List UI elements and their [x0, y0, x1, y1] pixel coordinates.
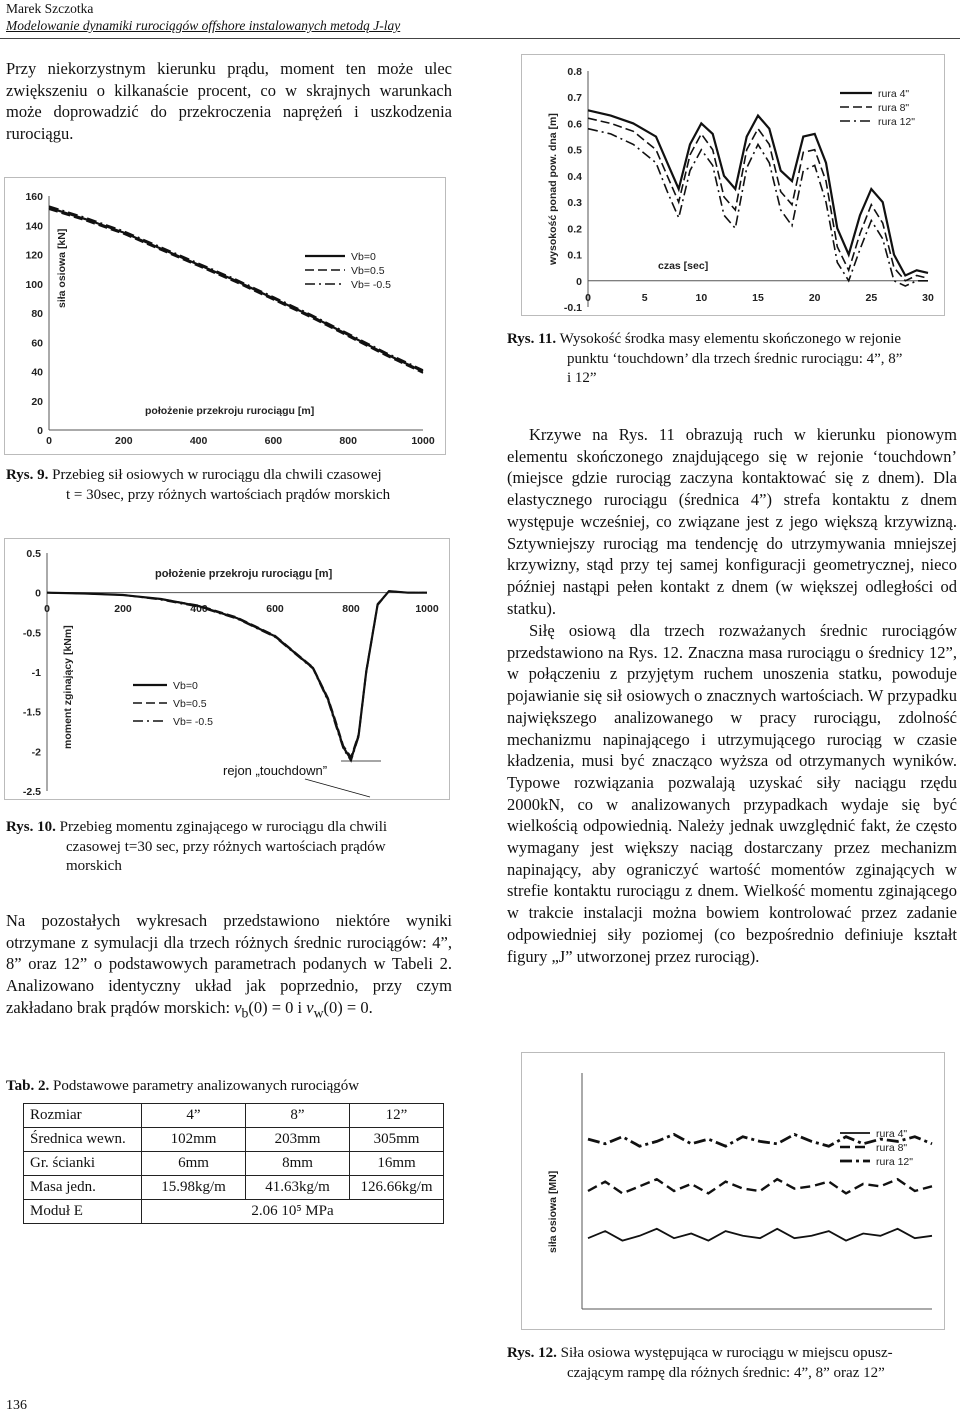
right-paragraph-1: Krzywe na Rys. 11 obrazują ruch w kierunku pionowym elementu skończonego znajdującego się w rejonie ‘touchdown’ (miejsce gdzie rurociąg zaczyna kontaktować się z dnem). Dla elastycznego rurociągu (średnica 4”) strefa kontaktu z dnem występuje wcześniej, co związane jest z jego większą krzywizną. Sztywniejszy rurociąg ma tendencję do utrzymywania mniejszej krzywizny, stąd przy tej samej konfiguracji geometrycznej, nieco później nastąpi pełen kontakt z dnem (w większej odległości od statku). — [507, 425, 957, 618]
series-line — [47, 591, 427, 757]
y-tick-label: 120 — [25, 249, 43, 262]
y-tick-label: -1.5 — [22, 706, 41, 719]
legend-label: rura 12" — [876, 1156, 913, 1168]
y-tick-label: 20 — [31, 395, 43, 408]
figure-11-caption-text: Wysokość środka masy elementu skończonego w rejonie — [559, 331, 902, 347]
series-line — [588, 1179, 932, 1193]
series-line — [47, 591, 427, 761]
table-cell: 15.98kg/m — [142, 1176, 246, 1200]
y-tick-label: 0 — [35, 587, 41, 600]
table-row — [24, 1104, 444, 1128]
figure-11-caption-text2: punktu ‘touchdown’ dla trzech średnic rurociągu: 4”, 8” — [567, 350, 903, 367]
paper-title: Modelowanie dynamiki rurociągów offshore instalowanych metodą J-lay — [6, 18, 401, 33]
figure-9-caption — [6, 466, 456, 505]
table-row — [24, 1128, 444, 1152]
left-paragraph-formula: $v_b(0) = 0$ i $v_w(0) = 0$. — [234, 997, 373, 1021]
y-tick-label: 0.5 — [26, 548, 41, 560]
table-cell: 2.06 10⁵ MPa — [142, 1200, 444, 1224]
legend-label: Vb= -0.5 — [351, 279, 391, 291]
table-row — [24, 1152, 444, 1176]
running-header — [6, 0, 400, 34]
intro-paragraph: Przy niekorzystnym kierunku prądu, moment ten może ulec zwiększeniu o kilkanaście procent, co w skrajnych warunkach może doprowadzić do przekroczenia naprężeń i uszkodzenia rurociągu. — [6, 59, 452, 144]
x-axis-label: czas [sec] — [658, 260, 709, 272]
touchdown-annotation: rejon „touchdown” — [223, 763, 328, 778]
y-tick-label: 40 — [31, 366, 43, 379]
legend-label: Vb=0.5 — [173, 698, 207, 710]
table-cell: 102mm — [142, 1128, 246, 1152]
y-tick-label: -1 — [31, 667, 41, 679]
x-tick-label: 800 — [342, 603, 360, 615]
figure-9-caption-text2: t = 30sec, przy różnych wartościach prądów morskich — [66, 486, 391, 503]
x-tick-label: 600 — [266, 603, 284, 615]
annotation-leader — [305, 779, 370, 797]
x-tick-label: 0 — [46, 435, 52, 447]
figure-12-chart — [521, 1052, 945, 1330]
figure-12-label: Rys. 12. — [507, 1345, 557, 1361]
y-tick-label: 0.3 — [567, 197, 582, 210]
figure-10-svg — [5, 539, 449, 799]
figure-9-caption-text: Przebieg sił osiowych w rurociągu dla chwili czasowej — [52, 467, 382, 483]
legend-label: Vb=0.5 — [351, 265, 385, 277]
page-number: 136 — [6, 1398, 27, 1413]
chart-title: położenie przekroju rurociągu [m] — [155, 568, 333, 580]
x-tick-label: 0 — [585, 292, 591, 304]
series-line — [47, 591, 427, 759]
y-tick-label: 0.4 — [567, 170, 582, 183]
y-tick-label: 0.6 — [567, 118, 582, 131]
table-cell: Gr. ścianki — [24, 1152, 142, 1176]
table-2-caption-text: Podstawowe parametry analizowanych rurociągów — [52, 1078, 360, 1094]
series-line — [588, 129, 928, 286]
x-tick-label: 1000 — [415, 603, 439, 615]
y-axis-label: siła osiowa [MN] — [547, 1170, 559, 1253]
y-tick-label: 80 — [31, 308, 43, 320]
table-cell: 203mm — [246, 1128, 350, 1152]
y-tick-label: -2.5 — [22, 786, 41, 798]
table-cell: Moduł E — [24, 1200, 142, 1224]
x-tick-label: 600 — [264, 435, 283, 447]
y-tick-label: 0 — [576, 275, 582, 288]
y-tick-label: 0.1 — [567, 249, 582, 262]
x-tick-label: 200 — [115, 435, 133, 447]
x-tick-label: 20 — [808, 292, 821, 304]
figure-11-label: Rys. 11. — [507, 331, 557, 347]
x-tick-label: 30 — [922, 292, 934, 304]
figure-10-caption — [6, 818, 456, 877]
x-tick-label: 800 — [339, 435, 357, 447]
figure-11-chart — [521, 54, 945, 316]
figure-12-svg — [522, 1053, 944, 1329]
table-cell: 41.63kg/m — [246, 1176, 350, 1200]
figure-10-label: Rys. 10. — [6, 819, 56, 835]
series-line — [588, 1229, 932, 1241]
figure-12-caption-text2: czającym rampę dla różnych średnic: 4”, 8” oraz 12” — [567, 1364, 885, 1381]
left-paragraph — [6, 910, 452, 1024]
legend-label: rura 4" — [876, 1128, 908, 1140]
x-axis-label: położenie przekroju rurociągu [m] — [145, 405, 315, 417]
figure-11-caption — [507, 330, 957, 389]
table-cell: Rozmiar — [24, 1104, 142, 1128]
y-tick-label: -0.1 — [563, 302, 582, 314]
figure-12-caption — [507, 1344, 957, 1383]
y-tick-label: 140 — [25, 220, 43, 233]
y-tick-label: 60 — [31, 337, 43, 350]
figure-9-label: Rys. 9. — [6, 467, 49, 483]
x-tick-label: 1000 — [411, 435, 435, 447]
table-row — [24, 1176, 444, 1200]
figure-12-caption-text: Siła osiowa występująca w rurociągu w miejscu opusz- — [560, 1345, 893, 1361]
y-axis-label: moment zginający [kNm] — [62, 625, 74, 749]
y-tick-label: 160 — [25, 191, 43, 203]
table-2-caption — [6, 1077, 359, 1097]
y-tick-label: 0.7 — [567, 92, 582, 105]
legend-label: rura 4" — [878, 88, 910, 100]
y-tick-label: -2 — [31, 746, 41, 759]
y-tick-label: 0.2 — [567, 223, 582, 236]
table-cell: 8mm — [246, 1152, 350, 1176]
table-cell: 12” — [350, 1104, 444, 1128]
figure-10-caption-text: Przebieg momentu zginającego w rurociągu dla chwili — [59, 819, 388, 835]
y-tick-label: 0.8 — [567, 66, 582, 78]
header-rule — [0, 38, 960, 39]
x-tick-label: 5 — [641, 292, 648, 304]
legend-label: Vb=0 — [351, 251, 376, 263]
table-cell: 126.66kg/m — [350, 1176, 444, 1200]
figure-9-svg — [5, 178, 445, 454]
x-tick-label: 400 — [189, 435, 208, 447]
legend-label: rura 12" — [878, 116, 915, 128]
series-line — [49, 209, 423, 373]
table-cell: Masa jedn. — [24, 1176, 142, 1200]
x-tick-label: 10 — [695, 292, 708, 304]
figure-10-caption-text3: morskich — [66, 858, 122, 874]
table-row — [24, 1200, 444, 1224]
table-cell: 16mm — [350, 1152, 444, 1176]
figure-10-caption-text2: czasowej t=30 sec, przy różnych wartościach prądów — [66, 838, 386, 855]
series-line — [588, 118, 928, 281]
table-cell: 8” — [246, 1104, 350, 1128]
x-tick-label: 15 — [752, 292, 764, 304]
y-tick-label: -0.5 — [22, 627, 41, 640]
y-axis-label: siła osiowa [kN] — [56, 228, 68, 308]
figure-9-chart — [4, 177, 446, 455]
y-axis-label: wysokość ponad pow. dna [m] — [547, 113, 559, 265]
figure-11-caption-text3: i 12” — [567, 370, 597, 386]
parameters-table — [23, 1103, 444, 1224]
table-cell: 305mm — [350, 1128, 444, 1152]
legend-label: rura 8" — [876, 1142, 908, 1154]
author-name: Marek Szczotka — [6, 1, 94, 16]
x-tick-label: 200 — [114, 603, 132, 615]
x-tick-label: 400 — [190, 603, 208, 615]
table-cell: 6mm — [142, 1152, 246, 1176]
legend-label: Vb= -0.5 — [173, 716, 213, 728]
left-paragraph-text: Na pozostałych wykresach przedstawiono niektóre wyniki otrzymane z symulacji dla trzech różnych średnic rurociągów: 4”, 8” oraz 12” o podstawowych parametrach podanych w Tabeli 2. Analizowano identyczny układ jak poprzednio, przy czym zakładano brak prądów morskich: — [6, 911, 452, 1017]
table-2-label: Tab. 2. — [6, 1078, 50, 1094]
table-cell: Średnica wewn. — [24, 1128, 142, 1152]
y-tick-label: 0.5 — [567, 144, 582, 157]
figure-10-chart — [4, 538, 450, 800]
figure-11-svg — [522, 55, 944, 315]
legend-label: rura 8" — [878, 102, 910, 114]
y-tick-label: 0 — [37, 425, 43, 437]
x-tick-label: 0 — [44, 603, 50, 615]
table-cell: 4” — [142, 1104, 246, 1128]
legend-label: Vb=0 — [173, 680, 198, 692]
x-tick-label: 25 — [865, 292, 878, 304]
y-tick-label: 100 — [25, 278, 43, 291]
right-paragraph-2: Siłę osiową dla trzech rozważanych średnic rurociągów przedstawiono na Rys. 12. Znaczna masa rurociągu o średnicy 12”, w połączeniu z przyjętym ruchem unoszenia statku, powoduje pojawianie się sił osiowych o znacznych wartościach. W przypadku największego analizowanego w pracy rurociągu, zdolność mechanizmu napinającego i utrzymującego rurociąg w czasie kładzenia, musi być znacząco wyższa od otrzymanych wyników. Typowe rozwiązania pozwalają uzyskać siły naciągu rzędu 2000kN, co w analizowanych przypadkach wydaje się być wielkością odpowiednią. Należy jednak uwzględnić fakt, że często wymagany jest większy naciąg dostarczany przez mechanizm napinający, aby ograniczyć wartość momentów zginających w strefie kontaktu rurociągu z dnem. Wielkość momentu zginającego w trakcie instalacji można bowiem kontrolować przez zadanie odpowiedniej siły poziomej (co bezpośrednio definiuje kształt figury „J” utworzonej przez rurociąg). — [507, 621, 957, 966]
